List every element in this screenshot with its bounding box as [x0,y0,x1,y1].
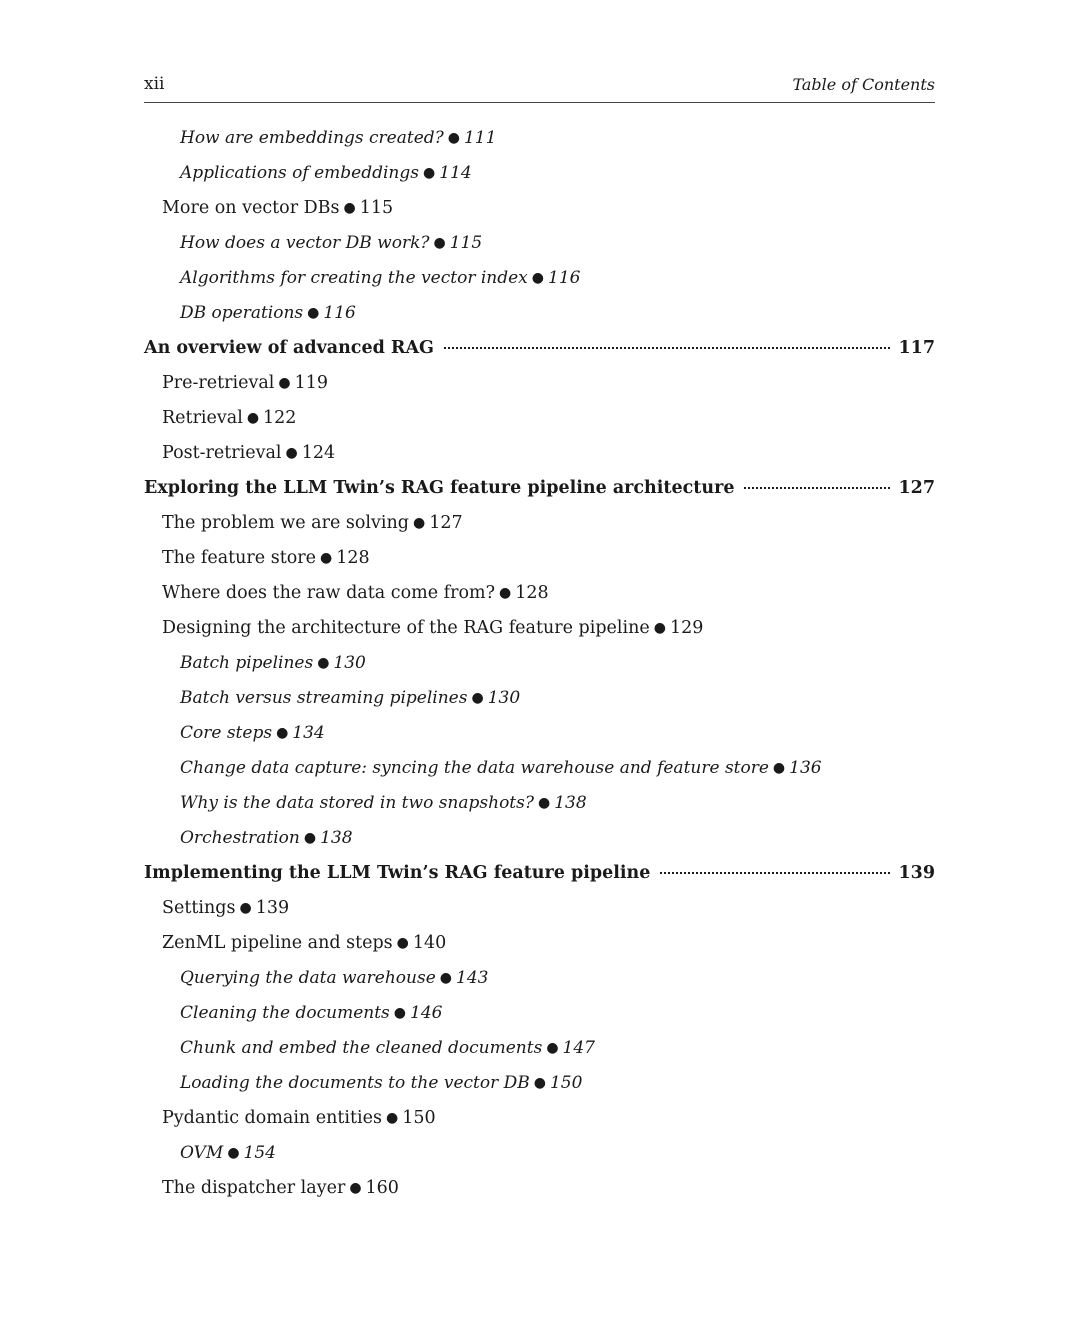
bullet-separator-icon: ● [285,445,298,461]
toc-entry-title: Pre-retrieval [162,373,275,393]
bullet-separator-icon: ● [653,620,666,636]
running-title: Table of Contents [792,75,935,94]
toc-entry-page: 140 [412,933,447,953]
toc-entry-title: The problem we are solving [162,513,409,533]
bullet-separator-icon: ● [227,1145,240,1161]
toc-entry-page: 128 [336,548,370,568]
toc-entry-title: How are embeddings created? [180,128,444,148]
toc-entry-page: 124 [301,443,336,463]
toc-entry-page: 160 [365,1178,399,1198]
toc-entry-title: ZenML pipeline and steps [162,933,393,953]
toc-subsection[interactable] [144,646,935,681]
toc-entry-page: 129 [669,618,704,638]
toc-entry-page: 128 [515,583,549,603]
bullet-separator-icon: ● [498,585,512,601]
bullet-separator-icon: ● [772,760,786,776]
toc-entry-title: DB operations [180,303,304,323]
bullet-separator-icon: ● [303,830,317,846]
dot-leader [444,347,890,349]
toc-entry-page: 117 [898,338,935,358]
toc-subsection[interactable] [144,296,935,331]
toc-entry-page: 111 [463,128,497,148]
bullet-separator-icon: ● [307,305,320,321]
toc-entry-page: 139 [898,863,935,883]
bullet-separator-icon: ● [447,130,460,146]
toc-subsection[interactable] [144,1136,935,1171]
toc-entry-page: 116 [323,303,356,323]
toc-subsection[interactable] [144,821,935,856]
toc-entry-page: 136 [789,758,822,778]
toc-subsection[interactable] [144,716,935,751]
bullet-separator-icon: ● [320,550,333,566]
toc-entry-page: 115 [449,233,483,253]
bullet-separator-icon: ● [396,935,409,951]
toc-entry-page: 138 [554,793,587,813]
bullet-separator-icon: ● [531,270,544,286]
bullet-separator-icon: ● [471,690,484,706]
toc-entry-page: 130 [487,688,521,708]
toc-entry-title: The feature store [162,548,316,568]
bullet-separator-icon: ● [533,1075,546,1091]
toc-section[interactable] [144,191,935,226]
bullet-separator-icon: ● [349,1180,362,1196]
bullet-separator-icon: ● [317,655,330,671]
toc-entry-page: 138 [320,828,353,848]
toc-entry-title: Cleaning the documents [180,1003,390,1023]
toc-subsection[interactable] [144,961,935,996]
toc-subsection[interactable] [144,156,935,191]
toc-entry-page: 134 [292,723,325,743]
toc-entry-page: 119 [294,373,329,393]
toc-subsection[interactable] [144,786,935,821]
toc-entry-title: Batch versus streaming pipelines [180,688,468,708]
toc-chapter-section[interactable] [144,471,935,506]
toc-entry-page: 143 [456,968,489,988]
toc-entry-page: 146 [410,1003,443,1023]
toc-entry-title: Exploring the LLM Twin’s RAG feature pipeline architecture [144,478,735,498]
toc-entry-page: 116 [548,268,581,288]
toc-entry-title: Designing the architecture of the RAG feature pipeline [162,618,650,638]
toc-entry-title: Settings [162,898,236,918]
toc-section[interactable] [144,611,935,646]
toc-chapter-section[interactable] [144,331,935,366]
toc-entry-page: 150 [402,1108,436,1128]
toc-entry-title: Applications of embeddings [180,163,419,183]
toc-entry-title: How does a vector DB work? [180,233,430,253]
toc-entry-title: Querying the data warehouse [180,968,436,988]
toc-subsection[interactable] [144,751,935,786]
toc-section[interactable] [144,401,935,436]
toc-entry-title: Implementing the LLM Twin’s RAG feature pipeline [144,863,651,883]
bullet-separator-icon: ● [422,165,436,181]
toc-subsection[interactable] [144,996,935,1031]
toc-entry-page: 127 [429,513,463,533]
bullet-separator-icon: ● [385,1110,399,1126]
toc-entry-page: 130 [333,653,366,673]
toc-entry-title: Core steps [180,723,273,743]
toc-entry-title: Algorithms for creating the vector index [180,268,528,288]
dot-leader [744,487,890,489]
toc-entry-title: Chunk and embed the cleaned documents [180,1038,543,1058]
toc-entry-page: 139 [255,898,290,918]
toc-section[interactable] [144,541,935,576]
toc-chapter-section[interactable] [144,856,935,891]
bullet-separator-icon: ● [537,795,551,811]
toc-entry-title: Batch pipelines [180,653,314,673]
dot-leader [660,872,890,874]
toc-entry-title: OVM [180,1143,224,1163]
toc-section[interactable] [144,891,935,926]
toc-subsection[interactable] [144,261,935,296]
bullet-separator-icon: ● [393,1005,406,1021]
toc-entry-title: Loading the documents to the vector DB [180,1073,530,1093]
toc-entry-title: Retrieval [162,408,243,428]
bullet-separator-icon: ● [433,235,446,251]
toc-subsection[interactable] [144,1031,935,1066]
toc-entry-page: 147 [562,1038,595,1058]
toc-entry-title: An overview of advanced RAG [144,338,434,358]
bullet-separator-icon: ● [439,970,452,986]
toc-entry-page: 150 [549,1073,583,1093]
page-header [144,72,935,103]
toc-section[interactable] [144,1101,935,1136]
toc-section[interactable] [144,366,935,401]
toc-subsection[interactable] [144,1066,935,1101]
bullet-separator-icon: ● [412,515,426,531]
bullet-separator-icon: ● [276,725,289,741]
table-of-contents [144,121,935,1206]
page-number: xii [144,74,165,94]
toc-entry-title: Post-retrieval [162,443,282,463]
toc-entry-title: Pydantic domain entities [162,1108,382,1128]
bullet-separator-icon: ● [239,900,252,916]
toc-entry-title: Where does the raw data come from? [162,583,495,603]
toc-subsection[interactable] [144,681,935,716]
toc-entry-page: 127 [898,478,935,498]
toc-section[interactable] [144,506,935,541]
toc-subsection[interactable] [144,121,935,156]
toc-entry-title: Why is the data stored in two snapshots? [180,793,534,813]
toc-entry-page: 115 [359,198,394,218]
toc-entry-title: Change data capture: syncing the data warehouse and feature store [180,758,769,778]
toc-section[interactable] [144,576,935,611]
toc-entry-title: Orchestration [180,828,300,848]
bullet-separator-icon: ● [278,375,291,391]
toc-section[interactable] [144,926,935,961]
bullet-separator-icon: ● [546,1040,559,1056]
toc-section[interactable] [144,1171,935,1206]
toc-section[interactable] [144,436,935,471]
bullet-separator-icon: ● [343,200,356,216]
toc-subsection[interactable] [144,226,935,261]
toc-entry-page: 122 [263,408,297,428]
toc-entry-page: 114 [439,163,472,183]
toc-entry-page: 154 [243,1143,276,1163]
toc-entry-title: The dispatcher layer [162,1178,346,1198]
bullet-separator-icon: ● [246,410,260,426]
toc-entry-title: More on vector DBs [162,198,340,218]
